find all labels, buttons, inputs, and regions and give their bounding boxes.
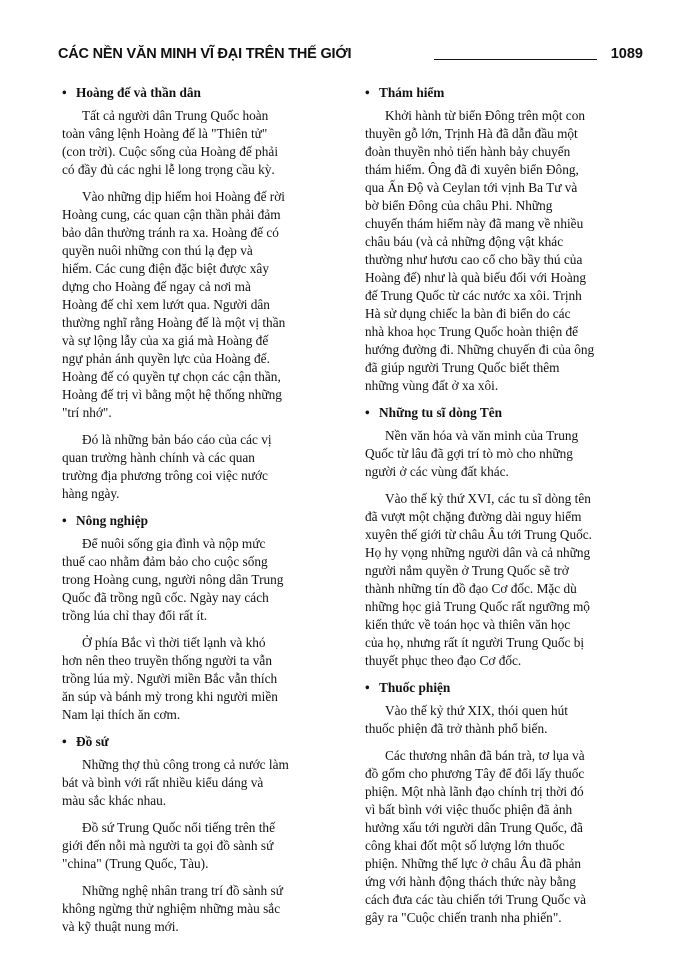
section-heading	[62, 512, 344, 530]
text-line: (con trời). Cuộc sống của Hoàng đế phải	[62, 144, 279, 159]
section-heading	[365, 679, 645, 697]
section-heading-text: Thuốc phiện	[379, 680, 451, 695]
paragraph	[365, 490, 645, 670]
text-line: đã vượt một chặng đường dài nguy hiểm	[365, 509, 582, 524]
text-line: hưởng xấu tới người dân Trung Quốc, đã	[365, 820, 583, 835]
text-line: Vào những dịp hiếm hoi Hoàng đế rời	[82, 189, 285, 204]
text-line: Họ hy vọng những người dân và cả những	[365, 545, 591, 560]
text-line: Hoàng đế trị vì bằng một hệ thống những	[62, 387, 282, 402]
section-heading	[365, 84, 645, 102]
text-line: có đầy đủ các nghi lễ long trọng cầu kỳ.	[62, 162, 275, 177]
text-line: nhà khoa học Trung Quốc hoàn thiện để	[365, 324, 579, 339]
text-line: "trí nhớ".	[62, 405, 112, 420]
text-line: quan trường hành chính và các quan	[62, 450, 255, 465]
text-line: đồ gốm cho phương Tây để đổi lấy thuốc	[365, 766, 585, 781]
text-line: cách đưa các tàu chiến tới Trung Quốc và	[365, 892, 587, 907]
text-line: thuốc phiện đã trở thành phổ biến.	[365, 721, 548, 736]
paragraph	[62, 882, 344, 936]
text-line: Hà sử dụng chiếc la bàn đi biển do các	[365, 306, 571, 321]
text-line: Vào thế kỷ thứ XIX, thói quen hút	[385, 703, 568, 718]
text-line: không ngừng thử nghiệm những màu sắc	[62, 901, 281, 916]
section-heading-text: Hoàng đế và thần dân	[76, 85, 201, 100]
text-line: màu sắc khác nhau.	[62, 793, 167, 808]
paragraph	[365, 747, 645, 927]
text-line: Khởi hành từ biển Đông trên một con	[385, 108, 585, 123]
text-line: trồng lúa mỳ. Người miền Bắc vẫn thích	[62, 671, 278, 686]
text-line: thuyền gỗ lớn, Trịnh Hà đã dẫn đầu một	[365, 126, 578, 141]
text-line: người ở các vùng đất khác.	[365, 464, 509, 479]
text-line: ăn súp và bánh mỳ trong khi người miền	[62, 689, 278, 704]
text-line: Quốc từ lâu đã gợi trí tò mò cho những	[365, 446, 573, 461]
text-line: đoàn thuyền nhỏ tiến hành bảy chuyến	[365, 144, 571, 159]
text-line: Hoàng đế chỉ xem lướt qua. Người dân	[62, 297, 270, 312]
text-line: dựng cho Hoàng đế ngay cả nơi mà	[62, 279, 251, 294]
text-line: Đó là những bản báo cáo của các vị	[82, 432, 272, 447]
paragraph	[365, 107, 645, 395]
text-line: phiện. Những thế lực ở châu Âu đã phản	[365, 856, 582, 871]
text-line: Ở phía Bắc vì thời tiết lạnh và khó	[82, 635, 266, 650]
paragraph	[62, 819, 344, 873]
text-line: thuế cao nhằm đảm bảo cho cuộc sống	[62, 554, 268, 569]
text-line: trường địa phương trông coi việc nước	[62, 468, 268, 483]
page-header	[58, 46, 643, 68]
text-line: Nền văn hóa và văn minh của Trung	[385, 428, 579, 443]
paragraph	[365, 702, 645, 738]
text-line: Quốc đã trồng ngũ cốc. Ngày nay cách	[62, 590, 269, 605]
paragraph	[62, 756, 344, 810]
text-line: gây ra "Cuộc chiến tranh nha phiến".	[365, 910, 562, 925]
text-line: Hoàng đế) như là quà biếu đối với Hoàng	[365, 270, 587, 285]
text-line: hàng ngày.	[62, 486, 120, 501]
text-line: đế Trung Quốc từ các nước xa xôi. Trịnh	[365, 288, 582, 303]
section-heading-text: Những tu sĩ dòng Tên	[379, 405, 503, 420]
section-heading-text: Thám hiểm	[379, 85, 445, 100]
text-line: và sự lộng lẫy của xa giá mà Hoàng đế	[62, 333, 269, 348]
text-line: "china" (Trung Quốc, Tàu).	[62, 856, 209, 871]
left-column	[62, 78, 344, 945]
bullet-icon: •	[365, 680, 370, 695]
bullet-icon: •	[62, 734, 67, 749]
text-line: hướng đường đi. Những chuyến đi của ông	[365, 342, 595, 357]
section-heading	[62, 84, 344, 102]
text-line: Những thợ thủ công trong cả nước làm	[82, 757, 289, 772]
section-heading	[365, 404, 645, 422]
text-line: người nắm quyền ở Trung Quốc sẽ trở	[365, 563, 569, 578]
text-line: bảo dân thường tránh ra xa. Hoàng đế có	[62, 225, 279, 240]
text-line: giới đến nỗi mà người ta gọi đồ sành sứ	[62, 838, 274, 853]
header-rule	[434, 59, 597, 60]
text-line: qua Ấn Độ và Ceylan tới vịnh Ba Tư và	[365, 180, 578, 195]
paragraph	[62, 107, 344, 179]
text-line: Các thương nhân đã bán trà, tơ lụa và	[385, 748, 585, 763]
bullet-icon: •	[365, 405, 370, 420]
bullet-icon: •	[62, 85, 67, 100]
section-heading-text: Nông nghiệp	[76, 513, 149, 528]
text-line: kiến thức về toán học và thiên văn học	[365, 617, 571, 632]
text-line: trồng lúa chỉ thay đổi rất ít.	[62, 608, 208, 623]
text-line: châu báu (và cả những động vật khác	[365, 234, 564, 249]
text-line: toàn vâng lệnh Hoàng đế là "Thiên tử"	[62, 126, 268, 141]
text-line: bờ biển Đông của châu Phi. Những	[365, 198, 553, 213]
text-line: Để nuôi sống gia đình và nộp mức	[82, 536, 266, 551]
text-line: bát và bình với rất nhiều kiểu dáng và	[62, 775, 264, 790]
text-line: vì bất bình với việc thuốc phiện đã ảnh	[365, 802, 573, 817]
right-column	[365, 78, 645, 936]
paragraph	[62, 535, 344, 625]
bullet-icon: •	[62, 513, 67, 528]
paragraph	[62, 431, 344, 503]
text-line: thường như hươu cao cổ cho bầy thú của	[365, 252, 583, 267]
text-line: hơn nên theo truyền thống người ta vẫn	[62, 653, 272, 668]
text-line: đã giúp người Trung Quốc biết thêm	[365, 360, 560, 375]
text-line: hiếm. Các cung điện đặc biệt được xây	[62, 261, 269, 276]
text-line: quyền nuôi những con thú lạ đẹp và	[62, 243, 253, 258]
bullet-icon: •	[365, 85, 370, 100]
text-line: Hoàng cung, các quan cận thần phải đảm	[62, 207, 281, 222]
text-line: Đồ sứ Trung Quốc nổi tiếng trên thế	[82, 820, 275, 835]
text-line: công khai đốt một số lượng lớn thuốc	[365, 838, 565, 853]
text-line: thuyết phục theo đạo Cơ đốc.	[365, 653, 522, 668]
paragraph	[62, 188, 344, 422]
text-line: những vùng đất ở xa xôi.	[365, 378, 499, 393]
text-line: Tất cả người dân Trung Quốc hoàn	[82, 108, 269, 123]
text-line: ngự phản ánh quyền lực của Hoàng đế.	[62, 351, 270, 366]
paragraph	[62, 634, 344, 724]
text-line: phiện. Một nhà lãnh đạo chính trị thời đó	[365, 784, 584, 799]
text-line: những học giả Trung Quốc rất ngưỡng mộ	[365, 599, 590, 614]
section-heading	[62, 733, 344, 751]
running-title: CÁC NỀN VĂN MINH VĨ ĐẠI TRÊN THẾ GIỚI	[58, 46, 352, 62]
text-line: Những nghệ nhân trang trí đồ sành sứ	[82, 883, 283, 898]
page-number: 1089	[610, 46, 643, 62]
paragraph	[365, 427, 645, 481]
text-line: Nam lại thích ăn cơm.	[62, 707, 181, 722]
text-line: thường nghĩ rằng Hoàng đế là một vị thần	[62, 315, 286, 330]
text-line: và kỹ thuật nung mới.	[62, 919, 179, 934]
text-line: Vào thế kỷ thứ XVI, các tu sĩ dòng tên	[385, 491, 591, 506]
text-line: thám hiểm. Ông đã đi xuyên biển Đông,	[365, 162, 579, 177]
text-line: ứng với hành động thách thức này bằng	[365, 874, 576, 889]
section-heading-text: Đồ sứ	[76, 734, 109, 749]
text-line: chuyến thám hiểm này đã mang về nhiều	[365, 216, 584, 231]
text-line: xuyên thế giới từ châu Âu tới Trung Quốc.	[365, 527, 592, 542]
text-line: trong Hoàng cung, người nông dân Trung	[62, 572, 284, 587]
text-line: thành những tín đồ đạo Cơ đốc. Mặc dù	[365, 581, 577, 596]
text-line: của họ, nhưng rất ít người Trung Quốc bị	[365, 635, 585, 650]
text-line: Hoàng đế có quyền tự chọn các cận thần,	[62, 369, 281, 384]
